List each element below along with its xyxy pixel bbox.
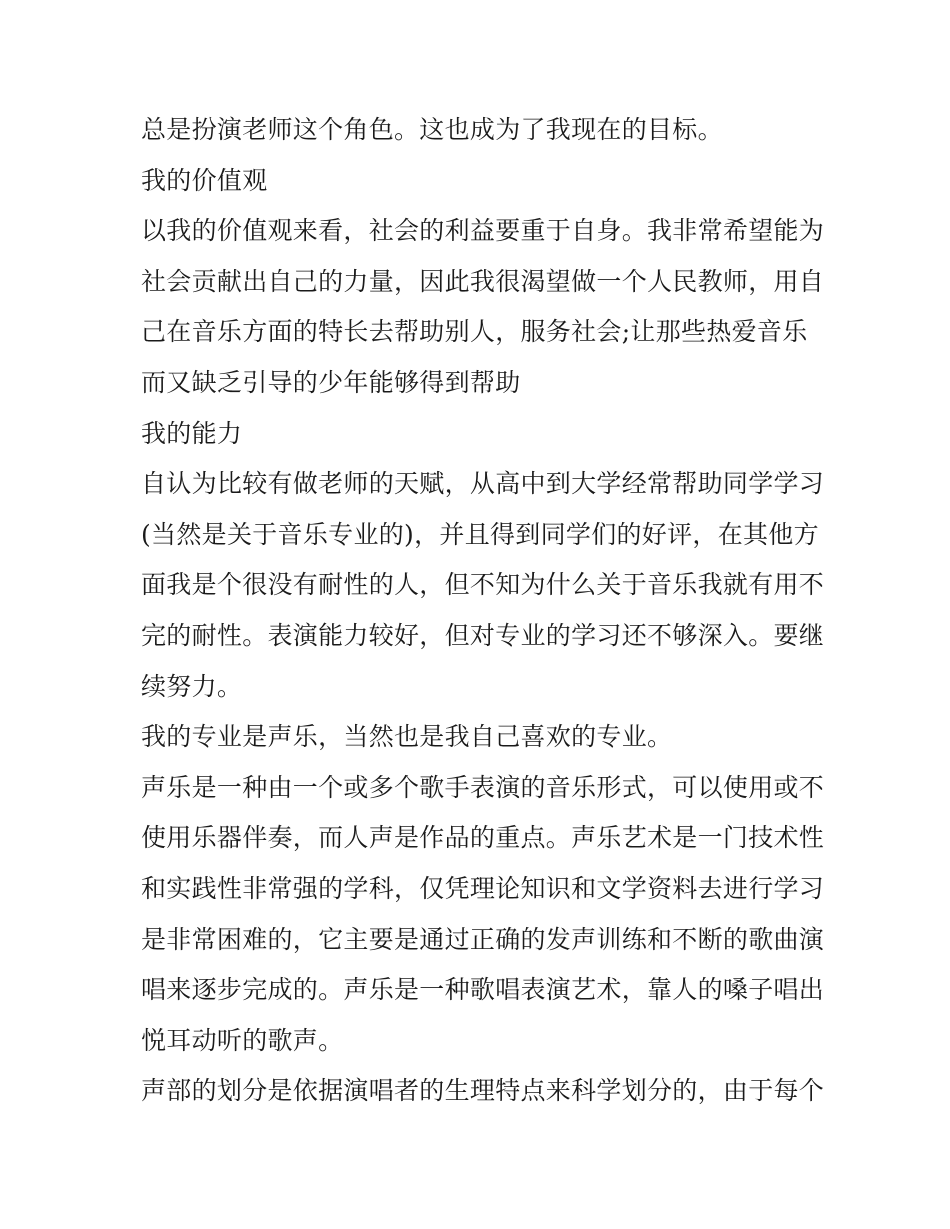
document-body — [141, 112, 825, 1124]
text-line: 声部的划分是依据演唱者的生理特点来科学划分的，由于每个 — [141, 1076, 825, 1106]
text-line: 和实践性非常强的学科，仅凭理论知识和文学资料去进行学习 — [141, 873, 825, 903]
text-line: 我的专业是声乐，当然也是我自己喜欢的专业。 — [141, 722, 673, 752]
text-line: 是非常困难的，它主要是通过正确的发声训练和不断的歌曲演 — [141, 924, 825, 954]
text-line: 完的耐性。表演能力较好，但对专业的学习还不够深入。要继 — [141, 620, 825, 650]
text-line: 悦耳动听的歌声。 — [141, 1025, 344, 1055]
text-line: 唱来逐步完成的。声乐是一种歌唱表演艺术，靠人的嗓子唱出 — [141, 975, 825, 1005]
text-line: 而又缺乏引导的少年能够得到帮助 — [141, 367, 521, 397]
text-line: (当然是关于音乐专业的)，并且得到同学们的好评，在其他方 — [141, 519, 819, 549]
text-line: 总是扮演老师这个角色。这也成为了我现在的目标。 — [141, 115, 723, 144]
section-heading-ability: 我的能力 — [141, 418, 243, 448]
text-line: 自认为比较有做老师的天赋，从高中到大学经常帮助同学学习 — [141, 469, 825, 499]
text-line: 己在音乐方面的特长去帮助别人，服务社会;让那些热爱音乐 — [141, 317, 808, 347]
text-line: 声乐是一种由一个或多个歌手表演的音乐形式，可以使用或不 — [141, 772, 825, 802]
text-line: 以我的价值观来看，社会的利益要重于自身。我非常希望能为 — [141, 216, 825, 246]
text-line: 面我是个很没有耐性的人，但不知为什么关于音乐我就有用不 — [141, 570, 825, 600]
text-line: 社会贡献出自己的力量，因此我很渴望做一个人民教师，用自 — [141, 266, 825, 296]
text-line: 使用乐器伴奏，而人声是作品的重点。声乐艺术是一门技术性 — [141, 823, 825, 853]
section-heading-values: 我的价值观 — [141, 165, 268, 195]
text-line: 续努力。 — [141, 671, 243, 701]
